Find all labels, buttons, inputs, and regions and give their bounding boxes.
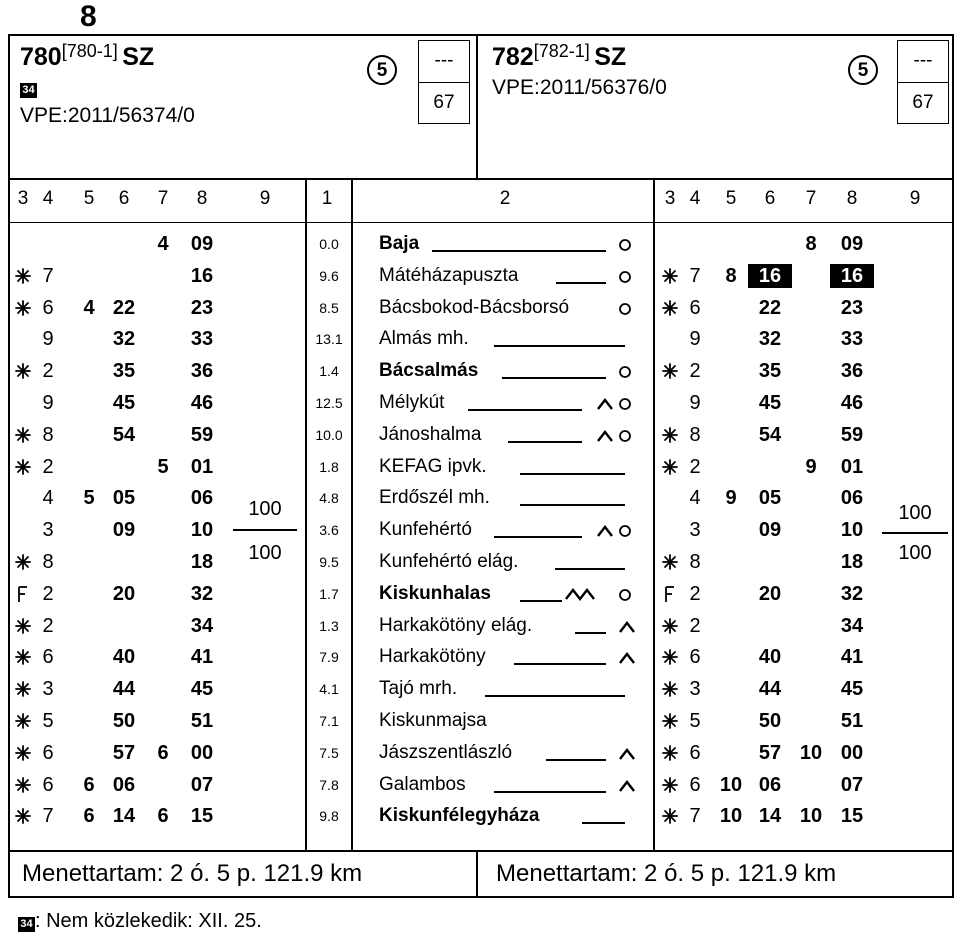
left-time-cell: 06 bbox=[112, 774, 136, 796]
station-line bbox=[502, 377, 606, 379]
row-station: Bácsalmás bbox=[379, 360, 479, 381]
right-time-cell: 45 bbox=[758, 392, 782, 414]
left-time-cell: 5 bbox=[42, 710, 54, 732]
left-time-cell: 2 bbox=[42, 615, 54, 637]
row-station: Erdőszél mh. bbox=[379, 487, 490, 508]
left-time-cell: 07 bbox=[190, 774, 214, 796]
left-time-cell: 2 bbox=[42, 360, 54, 382]
left-note-mark: 34 bbox=[20, 80, 37, 98]
row-km: 9.5 bbox=[319, 554, 339, 570]
col-header-right-7: 7 bbox=[805, 188, 817, 209]
left-time-cell: 09 bbox=[190, 233, 214, 255]
left-time-cell: 44 bbox=[112, 678, 136, 700]
footnote-mark: 34 bbox=[18, 917, 35, 932]
footer-divider bbox=[8, 850, 954, 852]
row-km: 7.5 bbox=[319, 745, 339, 761]
right-time-cell: 41 bbox=[840, 646, 864, 668]
row-km: 9.8 bbox=[319, 808, 339, 824]
right-time-cell: 6 bbox=[689, 742, 701, 764]
right-circle-badge: 5 bbox=[848, 55, 878, 85]
row-station: Harkakötöny elág. bbox=[379, 615, 533, 636]
right-time-cell: 20 bbox=[758, 583, 782, 605]
row-station: KEFAG ipvk. bbox=[379, 456, 487, 477]
left-time-cell: 6 bbox=[83, 774, 95, 796]
left-time-cell: 22 bbox=[112, 297, 136, 319]
station-line bbox=[555, 568, 625, 570]
col-header-left-5: 5 bbox=[83, 188, 95, 209]
left-time-cell: 23 bbox=[190, 297, 214, 319]
right-star-icon bbox=[661, 712, 679, 735]
left-time-cell: 6 bbox=[157, 742, 169, 764]
left-time-cell: 16 bbox=[190, 265, 214, 287]
row-km: 12.5 bbox=[315, 395, 343, 411]
left-composition-box bbox=[418, 40, 470, 124]
left-time-cell: 9 bbox=[42, 392, 54, 414]
right-time-cell: 8 bbox=[805, 233, 817, 255]
right-time-cell: 34 bbox=[840, 615, 864, 637]
col-header-right-6: 6 bbox=[764, 188, 776, 209]
row-km: 10.0 bbox=[315, 427, 343, 443]
right-time-cell: 06 bbox=[840, 487, 864, 509]
left-time-cell: 3 bbox=[42, 678, 54, 700]
right-time-cell: 18 bbox=[840, 551, 864, 573]
left-train-number: 780 bbox=[20, 43, 62, 71]
left-time-cell: 45 bbox=[190, 678, 214, 700]
right-time-cell: 9 bbox=[689, 392, 701, 414]
left-time-cell: 2 bbox=[42, 456, 54, 478]
station-line bbox=[494, 791, 606, 793]
right-time-cell: 14 bbox=[758, 805, 782, 827]
row-km: 4.8 bbox=[319, 490, 339, 506]
row-station: Kunfehértó elág. bbox=[379, 551, 519, 572]
right-time-cell: 3 bbox=[689, 519, 701, 541]
footnote-text: : Nem közlekedik: XII. 25. bbox=[35, 910, 262, 932]
left-time-cell: 15 bbox=[190, 805, 214, 827]
hat-icon bbox=[596, 395, 614, 418]
col-header-left-6: 6 bbox=[118, 188, 130, 209]
left-time-cell: 32 bbox=[190, 583, 214, 605]
col-header-right-5: 5 bbox=[725, 188, 737, 209]
left-star-icon bbox=[14, 299, 32, 322]
row-station: Jászszentlászló bbox=[379, 742, 513, 763]
hat-icon bbox=[596, 522, 614, 545]
hat-icon bbox=[596, 427, 614, 450]
right-star-icon bbox=[661, 458, 679, 481]
right-time-cell: 22 bbox=[758, 297, 782, 319]
left-star-icon bbox=[14, 267, 32, 290]
divider-mid-right bbox=[653, 178, 655, 852]
station-line bbox=[514, 663, 606, 665]
right-train-header bbox=[492, 43, 626, 72]
left-time-cell: 6 bbox=[42, 646, 54, 668]
left-time-cell: 46 bbox=[190, 392, 214, 414]
left-box-bottom: 67 bbox=[433, 92, 455, 113]
col-header-mid-2: 2 bbox=[499, 188, 511, 209]
col-header-left-7: 7 bbox=[157, 188, 169, 209]
left-time-cell: 6 bbox=[83, 805, 95, 827]
right-time-cell: 2 bbox=[689, 360, 701, 382]
right-star-icon bbox=[661, 807, 679, 830]
hat-icon bbox=[618, 745, 636, 768]
header-divider bbox=[8, 178, 954, 180]
right-time-cell: 09 bbox=[758, 519, 782, 541]
right-time-cell: 8 bbox=[725, 265, 737, 287]
right-time-cell: 57 bbox=[758, 742, 782, 764]
left-circle-badge: 5 bbox=[367, 55, 397, 85]
left-time-cell: 4 bbox=[42, 487, 54, 509]
col-header-right-4: 4 bbox=[689, 188, 701, 209]
stop-circle-icon bbox=[618, 237, 634, 258]
right-box-bottom: 67 bbox=[912, 92, 934, 113]
right-train-number: 782 bbox=[492, 43, 534, 71]
left-train-header bbox=[20, 43, 154, 72]
col-header-right-3: 3 bbox=[664, 188, 676, 209]
left-time-cell: 33 bbox=[190, 328, 214, 350]
row-km: 4.1 bbox=[319, 681, 339, 697]
right-time-cell: 16 bbox=[748, 264, 792, 288]
divider-km bbox=[351, 178, 353, 852]
left-time-cell: 9 bbox=[42, 328, 54, 350]
right-f-icon bbox=[661, 585, 679, 609]
right-time-cell: 10 bbox=[719, 805, 743, 827]
station-line bbox=[508, 441, 582, 443]
left-time-cell: 05 bbox=[112, 487, 136, 509]
right-time-cell: 50 bbox=[758, 710, 782, 732]
right-star-icon bbox=[661, 299, 679, 322]
speed-left-top: 100 bbox=[248, 498, 282, 520]
stop-circle-icon bbox=[618, 523, 634, 544]
right-time-cell: 06 bbox=[758, 774, 782, 796]
left-star-icon bbox=[14, 648, 32, 671]
left-time-cell: 09 bbox=[112, 519, 136, 541]
left-star-icon bbox=[14, 553, 32, 576]
hat-icon bbox=[618, 649, 636, 672]
row-station: Jánoshalma bbox=[379, 424, 482, 445]
left-time-cell: 01 bbox=[190, 456, 214, 478]
left-train-sub: [780-1] bbox=[61, 41, 118, 61]
stop-circle-icon bbox=[618, 428, 634, 449]
right-star-icon bbox=[661, 426, 679, 449]
right-time-cell: 10 bbox=[719, 774, 743, 796]
left-star-icon bbox=[14, 617, 32, 640]
footnote bbox=[18, 910, 262, 933]
left-time-cell: 36 bbox=[190, 360, 214, 382]
left-time-cell: 00 bbox=[190, 742, 214, 764]
speed-right-bottom: 100 bbox=[898, 542, 932, 564]
row-km: 0.0 bbox=[319, 236, 339, 252]
left-time-cell: 32 bbox=[112, 328, 136, 350]
speed-left-line bbox=[233, 529, 297, 531]
left-time-cell: 6 bbox=[42, 297, 54, 319]
row-km: 9.6 bbox=[319, 268, 339, 284]
right-time-cell: 05 bbox=[758, 487, 782, 509]
left-time-cell: 2 bbox=[42, 583, 54, 605]
row-station: Mátéházapuszta bbox=[379, 265, 519, 286]
left-star-icon bbox=[14, 426, 32, 449]
speed-left-bottom: 100 bbox=[248, 542, 282, 564]
right-train-sub: [782-1] bbox=[533, 41, 590, 61]
station-line bbox=[546, 759, 606, 761]
left-time-cell: 50 bbox=[112, 710, 136, 732]
hat-icon bbox=[618, 618, 636, 641]
right-time-cell: 9 bbox=[805, 456, 817, 478]
row-station: Tajó mrh. bbox=[379, 678, 458, 699]
right-time-cell: 07 bbox=[840, 774, 864, 796]
right-time-cell: 33 bbox=[840, 328, 864, 350]
right-star-icon bbox=[661, 648, 679, 671]
left-star-icon bbox=[14, 712, 32, 735]
left-star-icon bbox=[14, 680, 32, 703]
right-time-cell: 9 bbox=[725, 487, 737, 509]
right-time-cell: 6 bbox=[689, 297, 701, 319]
station-line bbox=[556, 282, 606, 284]
right-time-cell: 10 bbox=[799, 805, 823, 827]
stop-circle-icon bbox=[618, 364, 634, 385]
stop-circle-icon bbox=[618, 587, 634, 608]
row-station: Harkakötöny bbox=[379, 646, 486, 667]
station-line bbox=[575, 632, 606, 634]
right-time-cell: 23 bbox=[840, 297, 864, 319]
left-time-cell: 35 bbox=[112, 360, 136, 382]
right-time-cell: 46 bbox=[840, 392, 864, 414]
right-time-cell: 9 bbox=[689, 328, 701, 350]
right-time-cell: 09 bbox=[840, 233, 864, 255]
right-time-cell: 01 bbox=[840, 456, 864, 478]
left-train-type: SZ bbox=[122, 43, 155, 71]
row-station: Bácsbokod-Bácsborsó bbox=[379, 297, 570, 318]
station-line bbox=[520, 504, 625, 506]
row-km: 7.9 bbox=[319, 649, 339, 665]
left-time-cell: 5 bbox=[157, 456, 169, 478]
right-time-cell: 3 bbox=[689, 678, 701, 700]
left-time-cell: 18 bbox=[190, 551, 214, 573]
right-star-icon bbox=[661, 776, 679, 799]
left-time-cell: 14 bbox=[112, 805, 136, 827]
right-composition-box bbox=[897, 40, 949, 124]
stop-circle-icon bbox=[618, 396, 634, 417]
col-header-left-3: 3 bbox=[17, 188, 29, 209]
stop-circle-icon bbox=[618, 301, 634, 322]
right-time-cell: 2 bbox=[689, 456, 701, 478]
right-time-cell: 35 bbox=[758, 360, 782, 382]
station-line bbox=[582, 822, 625, 824]
right-box-top: --- bbox=[898, 41, 948, 83]
left-star-icon bbox=[14, 776, 32, 799]
left-time-cell: 5 bbox=[83, 487, 95, 509]
left-time-cell: 4 bbox=[157, 233, 169, 255]
left-time-cell: 54 bbox=[112, 424, 136, 446]
hat-icon bbox=[618, 777, 636, 800]
right-star-icon bbox=[661, 553, 679, 576]
row-km: 3.6 bbox=[319, 522, 339, 538]
right-time-cell: 45 bbox=[840, 678, 864, 700]
station-line bbox=[485, 695, 625, 697]
right-time-cell: 10 bbox=[840, 519, 864, 541]
station-line bbox=[494, 536, 582, 538]
left-time-cell: 06 bbox=[190, 487, 214, 509]
left-time-cell: 8 bbox=[42, 424, 54, 446]
left-time-cell: 57 bbox=[112, 742, 136, 764]
left-time-cell: 3 bbox=[42, 519, 54, 541]
left-time-cell: 7 bbox=[42, 265, 54, 287]
station-line bbox=[520, 473, 625, 475]
left-time-cell: 4 bbox=[83, 297, 95, 319]
left-time-cell: 6 bbox=[157, 805, 169, 827]
right-time-cell: 32 bbox=[758, 328, 782, 350]
left-time-cell: 41 bbox=[190, 646, 214, 668]
row-station: Mélykút bbox=[379, 392, 445, 413]
left-star-icon bbox=[14, 362, 32, 385]
row-km: 1.7 bbox=[319, 586, 339, 602]
row-km: 1.8 bbox=[319, 459, 339, 475]
left-f-icon bbox=[14, 585, 32, 609]
right-time-cell: 8 bbox=[689, 551, 701, 573]
speed-right-top: 100 bbox=[898, 502, 932, 524]
right-train-vpe: VPE:2011/56376/0 bbox=[492, 76, 667, 99]
stop-circle-icon bbox=[618, 269, 634, 290]
station-line bbox=[494, 345, 625, 347]
row-station: Kiskunfélegyháza bbox=[379, 805, 540, 826]
right-time-cell: 15 bbox=[840, 805, 864, 827]
divider-header bbox=[476, 34, 478, 178]
station-line bbox=[468, 409, 582, 411]
right-time-cell: 44 bbox=[758, 678, 782, 700]
colheader-divider bbox=[8, 222, 954, 223]
right-time-cell: 16 bbox=[830, 264, 874, 288]
left-time-cell: 10 bbox=[190, 519, 214, 541]
page-number: 8 bbox=[80, 0, 97, 33]
row-km: 7.1 bbox=[319, 713, 339, 729]
left-time-cell: 59 bbox=[190, 424, 214, 446]
right-time-cell: 2 bbox=[689, 615, 701, 637]
col-header-right-8: 8 bbox=[846, 188, 858, 209]
left-time-cell: 40 bbox=[112, 646, 136, 668]
left-time-cell: 6 bbox=[42, 742, 54, 764]
left-train-vpe: VPE:2011/56374/0 bbox=[20, 104, 195, 127]
col-header-left-8: 8 bbox=[196, 188, 208, 209]
right-star-icon bbox=[661, 267, 679, 290]
divider-footer bbox=[476, 850, 478, 898]
left-time-cell: 7 bbox=[42, 805, 54, 827]
left-star-icon bbox=[14, 807, 32, 830]
row-station: Kiskunhalas bbox=[379, 583, 491, 604]
col-header-mid-1: 1 bbox=[321, 188, 333, 209]
right-star-icon bbox=[661, 680, 679, 703]
left-time-cell: 20 bbox=[112, 583, 136, 605]
right-train-type: SZ bbox=[594, 43, 627, 71]
row-km: 1.3 bbox=[319, 618, 339, 634]
right-time-cell: 8 bbox=[689, 424, 701, 446]
right-time-cell: 59 bbox=[840, 424, 864, 446]
right-time-cell: 6 bbox=[689, 646, 701, 668]
right-time-cell: 10 bbox=[799, 742, 823, 764]
right-time-cell: 6 bbox=[689, 774, 701, 796]
right-time-cell: 00 bbox=[840, 742, 864, 764]
row-station: Almás mh. bbox=[379, 328, 469, 349]
col-header-right-9: 9 bbox=[909, 188, 921, 209]
row-km: 8.5 bbox=[319, 300, 339, 316]
left-star-icon bbox=[14, 744, 32, 767]
right-star-icon bbox=[661, 744, 679, 767]
right-star-icon bbox=[661, 362, 679, 385]
right-star-icon bbox=[661, 617, 679, 640]
left-star-icon bbox=[14, 458, 32, 481]
footer-duration-left: Menettartam: 2 ó. 5 p. 121.9 km bbox=[22, 860, 363, 887]
row-station: Baja bbox=[379, 233, 420, 254]
station-line bbox=[520, 600, 562, 602]
station-line bbox=[432, 250, 606, 252]
left-time-cell: 45 bbox=[112, 392, 136, 414]
footer-duration-right: Menettartam: 2 ó. 5 p. 121.9 km bbox=[496, 860, 837, 887]
row-km: 7.8 bbox=[319, 777, 339, 793]
right-time-cell: 4 bbox=[689, 487, 701, 509]
right-time-cell: 7 bbox=[689, 805, 701, 827]
col-header-left-4: 4 bbox=[42, 188, 54, 209]
left-box-top: --- bbox=[419, 41, 469, 83]
right-time-cell: 36 bbox=[840, 360, 864, 382]
right-time-cell: 40 bbox=[758, 646, 782, 668]
right-time-cell: 54 bbox=[758, 424, 782, 446]
left-time-cell: 51 bbox=[190, 710, 214, 732]
right-time-cell: 5 bbox=[689, 710, 701, 732]
row-station: Kiskunmajsa bbox=[379, 710, 487, 731]
right-time-cell: 7 bbox=[689, 265, 701, 287]
right-time-cell: 2 bbox=[689, 583, 701, 605]
right-time-cell: 51 bbox=[840, 710, 864, 732]
left-time-cell: 34 bbox=[190, 615, 214, 637]
left-time-cell: 8 bbox=[42, 551, 54, 573]
left-time-cell: 6 bbox=[42, 774, 54, 796]
row-km: 13.1 bbox=[315, 331, 343, 347]
row-station: Kunfehértó bbox=[379, 519, 472, 540]
col-header-left-9: 9 bbox=[259, 188, 271, 209]
row-station: Galambos bbox=[379, 774, 466, 795]
row-km: 1.4 bbox=[319, 363, 339, 379]
right-time-cell: 32 bbox=[840, 583, 864, 605]
double-hat-icon bbox=[564, 585, 596, 608]
speed-right-line bbox=[882, 532, 948, 534]
